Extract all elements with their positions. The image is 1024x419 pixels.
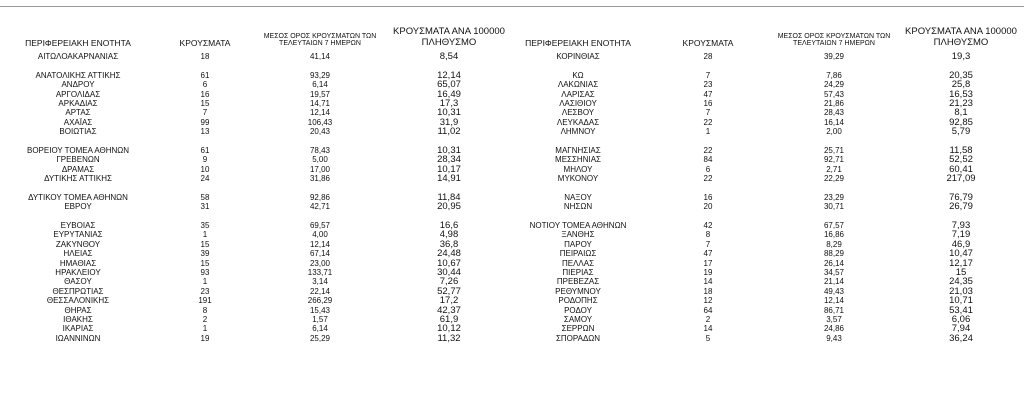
cell-avg7: 8,29 bbox=[826, 239, 842, 249]
cell-unit: ΝΑΞΟΥ bbox=[564, 192, 592, 202]
cell-unit: ΡΟΔΟΥ bbox=[564, 305, 592, 315]
header-avg7-line2: ΤΕΛΕΥΤΑΙΩΝ 7 ΗΜΕΡΩΝ bbox=[793, 40, 875, 48]
header-cases: ΚΡΟΥΣΜΑΤΑ bbox=[682, 37, 734, 48]
cell-avg7: 67,14 bbox=[309, 249, 331, 259]
cell-cases: 1 bbox=[705, 127, 711, 137]
cell-per100k: 52,77 bbox=[437, 285, 461, 297]
cell-per100k: 17,3 bbox=[439, 97, 459, 109]
header-per100k-line2: ΠΛΗΘΥΣΜΟ bbox=[933, 36, 989, 48]
cell-avg7: 57,43 bbox=[823, 89, 845, 99]
cell-per100k: 8,1 bbox=[954, 107, 968, 119]
cell-per100k: 21,03 bbox=[949, 285, 973, 297]
cell-cases: 15 bbox=[200, 98, 210, 108]
header-unit: ΠΕΡΙΦΕΡΕΙΑΚΗ ΕΝΟΤΗΤΑ bbox=[525, 37, 631, 48]
cell-cases: 7 bbox=[705, 239, 711, 249]
cell-cases: 99 bbox=[200, 117, 210, 127]
cell-avg7: 28,43 bbox=[823, 108, 845, 118]
cell-per100k: 36,24 bbox=[949, 332, 973, 344]
cell-unit: ΛΕΣΒΟΥ bbox=[561, 108, 595, 118]
cell-cases: 1 bbox=[202, 277, 208, 287]
cell-per100k: 4,98 bbox=[439, 229, 459, 241]
cell-per100k: 28,34 bbox=[437, 154, 461, 166]
cell-avg7: 86,71 bbox=[823, 305, 845, 315]
cell-avg7: 92,71 bbox=[823, 155, 845, 165]
cell-cases: 39 bbox=[200, 249, 210, 259]
cell-unit: ΜΗΛΟΥ bbox=[563, 164, 593, 174]
cell-cases: 8 bbox=[705, 230, 711, 240]
cell-avg7: 24,86 bbox=[823, 324, 845, 334]
cell-per100k: 7,93 bbox=[951, 220, 971, 232]
cell-cases: 18 bbox=[703, 286, 713, 296]
cell-unit: ΑΝΔΡΟΥ bbox=[61, 80, 95, 90]
header-avg7 bbox=[778, 33, 891, 48]
cell-unit: ΡΟΔΟΠΗΣ bbox=[558, 296, 598, 306]
cell-per100k: 15 bbox=[955, 266, 967, 278]
header-per100k bbox=[393, 27, 505, 48]
header-per100k-line2: ΠΛΗΘΥΣΜΟ bbox=[421, 36, 477, 48]
header-avg7 bbox=[264, 33, 377, 48]
cell-unit: ΠΡΕΒΕΖΑΣ bbox=[556, 277, 600, 287]
cell-avg7: 21,86 bbox=[823, 98, 845, 108]
cell-avg7: 22,29 bbox=[823, 174, 845, 184]
cell-unit: ΔΡΑΜΑΣ bbox=[61, 164, 95, 174]
cell-unit: ΜΥΚΟΝΟΥ bbox=[557, 174, 599, 184]
header-per100k bbox=[905, 27, 1017, 48]
cell-cases: 61 bbox=[200, 70, 210, 80]
cell-cases: 28 bbox=[703, 52, 713, 61]
cell-cases: 23 bbox=[200, 286, 210, 296]
cell-avg7: 23,29 bbox=[823, 192, 845, 202]
header-avg7-line2: ΤΕΛΕΥΤΑΙΩΝ 7 ΗΜΕΡΩΝ bbox=[279, 40, 361, 48]
cell-per100k: 17,2 bbox=[439, 295, 459, 307]
cell-per100k: 26,79 bbox=[949, 201, 973, 213]
cell-unit: ΛΑΚΩΝΙΑΣ bbox=[557, 80, 599, 90]
cell-avg7: 23,00 bbox=[309, 258, 331, 268]
cell-unit: ΛΗΜΝΟΥ bbox=[560, 127, 596, 137]
cell-cases: 8 bbox=[202, 305, 208, 315]
cell-avg7: 67,57 bbox=[823, 221, 845, 231]
cell-cases: 191 bbox=[198, 296, 212, 306]
cell-cases: 47 bbox=[703, 249, 713, 259]
cell-avg7: 39,29 bbox=[823, 52, 845, 61]
cell-avg7: 78,43 bbox=[309, 145, 331, 155]
cell-per100k: 6,06 bbox=[951, 313, 971, 325]
header-avg7-line1: ΜΕΣΟΣ ΟΡΟΣ ΚΡΟΥΣΜΑΤΩΝ ΤΩΝ bbox=[777, 32, 891, 40]
cell-per100k: 14,91 bbox=[437, 173, 461, 185]
cell-per100k: 7,94 bbox=[951, 323, 971, 335]
cell-avg7: 12,14 bbox=[823, 296, 845, 306]
cell-cases: 17 bbox=[703, 258, 713, 268]
cell-avg7: 49,43 bbox=[823, 286, 845, 296]
cell-unit: ΜΕΣΣΗΝΙΑΣ bbox=[555, 155, 601, 165]
cell-avg7: 15,43 bbox=[309, 305, 331, 315]
cell-cases: 12 bbox=[703, 296, 713, 306]
cell-avg7: 42,71 bbox=[309, 202, 331, 212]
cell-avg7: 6,14 bbox=[312, 80, 328, 90]
cell-unit: ΠΙΕΡΙΑΣ bbox=[562, 267, 594, 277]
cell-unit: ΖΑΚΥΝΘΟΥ bbox=[55, 239, 101, 249]
cell-cases: 14 bbox=[703, 324, 713, 334]
cell-unit: ΕΥΡΥΤΑΝΙΑΣ bbox=[53, 230, 103, 240]
cell-unit: ΠΕΛΛΑΣ bbox=[561, 258, 595, 268]
cell-per100k: 5,79 bbox=[951, 126, 971, 138]
cell-unit: ΑΧΑΪΑΣ bbox=[63, 117, 93, 127]
cell-avg7: 2,71 bbox=[826, 164, 842, 174]
header-per100k-line1: ΚΡΟΥΣΜΑΤΑ ΑΝΑ 100000 bbox=[905, 26, 1017, 38]
cell-per100k: 10,47 bbox=[949, 248, 973, 260]
cell-unit: ΗΡΑΚΛΕΙΟΥ bbox=[55, 267, 101, 277]
cell-cases: 93 bbox=[200, 267, 210, 277]
cell-cases: 47 bbox=[703, 89, 713, 99]
cell-avg7: 5,00 bbox=[312, 155, 328, 165]
cell-per100k: 42,37 bbox=[437, 304, 461, 316]
header-cases: ΚΡΟΥΣΜΑΤΑ bbox=[179, 37, 231, 48]
cell-avg7: 266,29 bbox=[307, 296, 333, 306]
cell-per100k: 217,09 bbox=[946, 173, 976, 185]
cell-avg7: 4,00 bbox=[312, 230, 328, 240]
cell-cases: 9 bbox=[202, 155, 208, 165]
cell-avg7: 30,71 bbox=[823, 202, 845, 212]
cell-per100k: 11,02 bbox=[437, 126, 461, 138]
cell-cases: 14 bbox=[703, 277, 713, 287]
cell-avg7: 69,57 bbox=[309, 221, 331, 231]
cell-avg7: 14,71 bbox=[309, 98, 331, 108]
cell-unit: ΘΕΣΠΡΩΤΙΑΣ bbox=[52, 286, 104, 296]
cell-cases: 58 bbox=[200, 192, 210, 202]
cell-unit: ΒΟΙΩΤΙΑΣ bbox=[59, 127, 97, 137]
cell-unit: ΣΠΟΡΑΔΩΝ bbox=[555, 333, 601, 343]
cell-unit: ΡΕΘΥΜΝΟΥ bbox=[555, 286, 601, 296]
header-avg7-line1: ΜΕΣΟΣ ΟΡΟΣ ΚΡΟΥΣΜΑΤΩΝ ΤΩΝ bbox=[263, 32, 377, 40]
cell-cases: 84 bbox=[703, 155, 713, 165]
cell-cases: 6 bbox=[705, 164, 711, 174]
cell-per100k: 11,32 bbox=[437, 332, 461, 344]
cell-per100k: 12,17 bbox=[949, 257, 973, 269]
cell-unit: ΜΑΓΝΗΣΙΑΣ bbox=[555, 145, 601, 155]
cell-per100k: 60,41 bbox=[949, 163, 973, 175]
cell-per100k: 10,17 bbox=[437, 163, 461, 175]
cell-avg7: 19,57 bbox=[309, 89, 331, 99]
cell-per100k: 10,71 bbox=[949, 295, 973, 307]
cell-per100k: 7,19 bbox=[951, 229, 971, 241]
cell-per100k: 16,49 bbox=[437, 88, 461, 100]
cell-per100k: 92,85 bbox=[949, 116, 973, 128]
cell-unit: ΝΗΣΩΝ bbox=[563, 202, 593, 212]
cell-per100k: 10,12 bbox=[437, 323, 461, 335]
cell-avg7: 133,71 bbox=[307, 267, 333, 277]
cell-per100k: 16,6 bbox=[439, 220, 459, 232]
cell-unit: ΚΩ bbox=[572, 70, 584, 80]
cell-cases: 10 bbox=[200, 164, 210, 174]
cell-unit: ΙΘΑΚΗΣ bbox=[63, 314, 93, 324]
cell-per100k: 19,3 bbox=[951, 51, 971, 62]
cell-cases: 20 bbox=[703, 202, 713, 212]
cell-unit: ΘΗΡΑΣ bbox=[64, 305, 92, 315]
cell-unit: ΔΥΤΙΚΗΣ ΑΤΤΙΚΗΣ bbox=[44, 174, 112, 184]
cell-unit: ΓΡΕΒΕΝΩΝ bbox=[56, 155, 100, 165]
cell-cases: 7 bbox=[202, 108, 208, 118]
cell-unit: ΞΑΝΘΗΣ bbox=[561, 230, 595, 240]
cell-per100k: 36,8 bbox=[439, 238, 459, 250]
cell-unit: ΘΑΣΟΥ bbox=[64, 277, 92, 287]
cell-avg7: 3,14 bbox=[312, 277, 328, 287]
cell-avg7: 25,29 bbox=[309, 333, 331, 343]
cell-per100k: 61,9 bbox=[439, 313, 459, 325]
cell-per100k: 76,79 bbox=[949, 191, 973, 203]
cell-avg7: 12,14 bbox=[309, 108, 331, 118]
cell-unit: ΛΑΣΙΘΙΟΥ bbox=[559, 98, 597, 108]
cell-per100k: 30,44 bbox=[437, 266, 461, 278]
header-per100k-line1: ΚΡΟΥΣΜΑΤΑ ΑΝΑ 100000 bbox=[393, 26, 505, 38]
cell-avg7: 1,57 bbox=[312, 314, 328, 324]
cell-avg7: 88,29 bbox=[823, 249, 845, 259]
cell-avg7: 17,00 bbox=[309, 164, 331, 174]
cell-avg7: 9,43 bbox=[826, 333, 842, 343]
cell-avg7: 12,14 bbox=[309, 239, 331, 249]
cell-cases: 6 bbox=[202, 80, 208, 90]
cell-per100k: 7,26 bbox=[439, 276, 459, 288]
cell-per100k: 10,31 bbox=[437, 144, 461, 156]
cell-cases: 22 bbox=[703, 174, 713, 184]
cell-unit: ΕΒΡΟΥ bbox=[64, 202, 92, 212]
cell-per100k: 24,48 bbox=[437, 248, 461, 260]
header-unit: ΠΕΡΙΦΕΡΕΙΑΚΗ ΕΝΟΤΗΤΑ bbox=[25, 37, 131, 48]
cell-avg7: 25,71 bbox=[823, 145, 845, 155]
cell-unit: ΣΕΡΡΩΝ bbox=[561, 324, 595, 334]
cell-unit: ΑΝΑΤΟΛΙΚΗΣ ΑΤΤΙΚΗΣ bbox=[35, 70, 121, 80]
cell-avg7: 34,57 bbox=[823, 267, 845, 277]
cell-per100k: 11,84 bbox=[437, 191, 461, 203]
cell-avg7: 21,14 bbox=[823, 277, 845, 287]
cell-cases: 15 bbox=[200, 239, 210, 249]
cell-unit: ΛΑΡΙΣΑΣ bbox=[561, 89, 595, 99]
cell-unit: ΣΑΜΟΥ bbox=[563, 314, 593, 324]
cell-per100k: 16,53 bbox=[949, 88, 973, 100]
cell-cases: 22 bbox=[703, 145, 713, 155]
cell-unit: ΔΥΤΙΚΟΥ ΤΟΜΕΑ ΑΘΗΝΩΝ bbox=[28, 192, 128, 202]
cell-per100k: 20,35 bbox=[949, 69, 973, 81]
cell-avg7: 92,86 bbox=[309, 192, 331, 202]
cell-cases: 15 bbox=[200, 258, 210, 268]
cell-unit: ΑΡΤΑΣ bbox=[65, 108, 91, 118]
cell-unit: ΒΟΡΕΙΟΥ ΤΟΜΕΑ ΑΘΗΝΩΝ bbox=[26, 145, 130, 155]
cell-avg7: 3,57 bbox=[826, 314, 842, 324]
cell-per100k: 8,54 bbox=[439, 51, 459, 62]
cell-cases: 18 bbox=[200, 52, 210, 61]
cell-avg7: 24,29 bbox=[823, 80, 845, 90]
cell-avg7: 16,86 bbox=[823, 230, 845, 240]
cell-unit: ΑΡΚΑΔΙΑΣ bbox=[58, 98, 98, 108]
cell-cases: 5 bbox=[705, 333, 711, 343]
cell-unit: ΘΕΣΣΑΛΟΝΙΚΗΣ bbox=[46, 296, 110, 306]
cell-unit: ΑΡΓΟΛΙΔΑΣ bbox=[55, 89, 101, 99]
cell-unit: ΕΥΒΟΙΑΣ bbox=[60, 221, 96, 231]
cell-cases: 42 bbox=[703, 221, 713, 231]
cell-cases: 2 bbox=[202, 314, 208, 324]
cell-cases: 19 bbox=[200, 333, 210, 343]
cell-avg7: 93,29 bbox=[309, 70, 331, 80]
cell-per100k: 25,8 bbox=[951, 79, 971, 91]
cell-per100k: 20,95 bbox=[437, 201, 461, 213]
cell-per100k: 53,41 bbox=[949, 304, 973, 316]
cell-cases: 1 bbox=[202, 324, 208, 334]
cell-per100k: 12,14 bbox=[437, 69, 461, 81]
cell-cases: 23 bbox=[703, 80, 713, 90]
cell-per100k: 21,23 bbox=[949, 97, 973, 109]
cell-avg7: 41,14 bbox=[309, 52, 331, 61]
cell-cases: 7 bbox=[705, 70, 711, 80]
cell-per100k: 52,52 bbox=[949, 154, 973, 166]
cell-unit: ΑΙΤΩΛΟΑΚΑΡΝΑΝΙΑΣ bbox=[37, 52, 119, 61]
cell-cases: 61 bbox=[200, 145, 210, 155]
cell-per100k: 24,35 bbox=[949, 276, 973, 288]
cell-avg7: 16,14 bbox=[823, 117, 845, 127]
cell-avg7: 6,14 bbox=[312, 324, 328, 334]
cell-avg7: 31,86 bbox=[309, 174, 331, 184]
cell-unit: ΝΟΤΙΟΥ ΤΟΜΕΑ ΑΘΗΝΩΝ bbox=[529, 221, 627, 231]
cell-avg7: 20,43 bbox=[309, 127, 331, 137]
cell-per100k: 10,31 bbox=[437, 107, 461, 119]
top-rule bbox=[0, 6, 1024, 7]
cell-unit: ΠΕΙΡΑΙΩΣ bbox=[559, 249, 597, 259]
cell-avg7: 2,00 bbox=[826, 127, 842, 137]
cell-cases: 22 bbox=[703, 117, 713, 127]
cell-per100k: 11,58 bbox=[949, 144, 973, 156]
cell-cases: 64 bbox=[703, 305, 713, 315]
cell-per100k: 31,9 bbox=[439, 116, 459, 128]
cell-cases: 2 bbox=[705, 314, 711, 324]
cell-cases: 16 bbox=[703, 98, 713, 108]
cell-unit: ΛΕΥΚΑΔΑΣ bbox=[556, 117, 600, 127]
cell-unit: ΠΑΡΟΥ bbox=[564, 239, 592, 249]
cell-unit: ΚΟΡΙΝΘΙΑΣ bbox=[556, 52, 600, 61]
cell-cases: 16 bbox=[200, 89, 210, 99]
cell-cases: 24 bbox=[200, 174, 210, 184]
cell-unit: ΗΛΕΙΑΣ bbox=[63, 249, 93, 259]
cell-avg7: 106,43 bbox=[307, 117, 333, 127]
cell-avg7: 7,86 bbox=[826, 70, 842, 80]
cell-unit: ΙΩΑΝΝΙΝΩΝ bbox=[55, 333, 101, 343]
cell-per100k: 10,67 bbox=[437, 257, 461, 269]
cell-cases: 35 bbox=[200, 221, 210, 231]
cell-cases: 16 bbox=[703, 192, 713, 202]
cell-per100k: 65,07 bbox=[437, 79, 461, 91]
cell-avg7: 26,14 bbox=[823, 258, 845, 268]
cell-unit: ΗΜΑΘΙΑΣ bbox=[59, 258, 97, 268]
cell-cases: 7 bbox=[705, 108, 711, 118]
cell-cases: 31 bbox=[200, 202, 210, 212]
cell-cases: 19 bbox=[703, 267, 713, 277]
cell-cases: 13 bbox=[200, 127, 210, 137]
cell-per100k: 46,9 bbox=[951, 238, 971, 250]
cell-unit: ΙΚΑΡΙΑΣ bbox=[62, 324, 94, 334]
cell-avg7: 22,14 bbox=[309, 286, 331, 296]
cell-cases: 1 bbox=[202, 230, 208, 240]
